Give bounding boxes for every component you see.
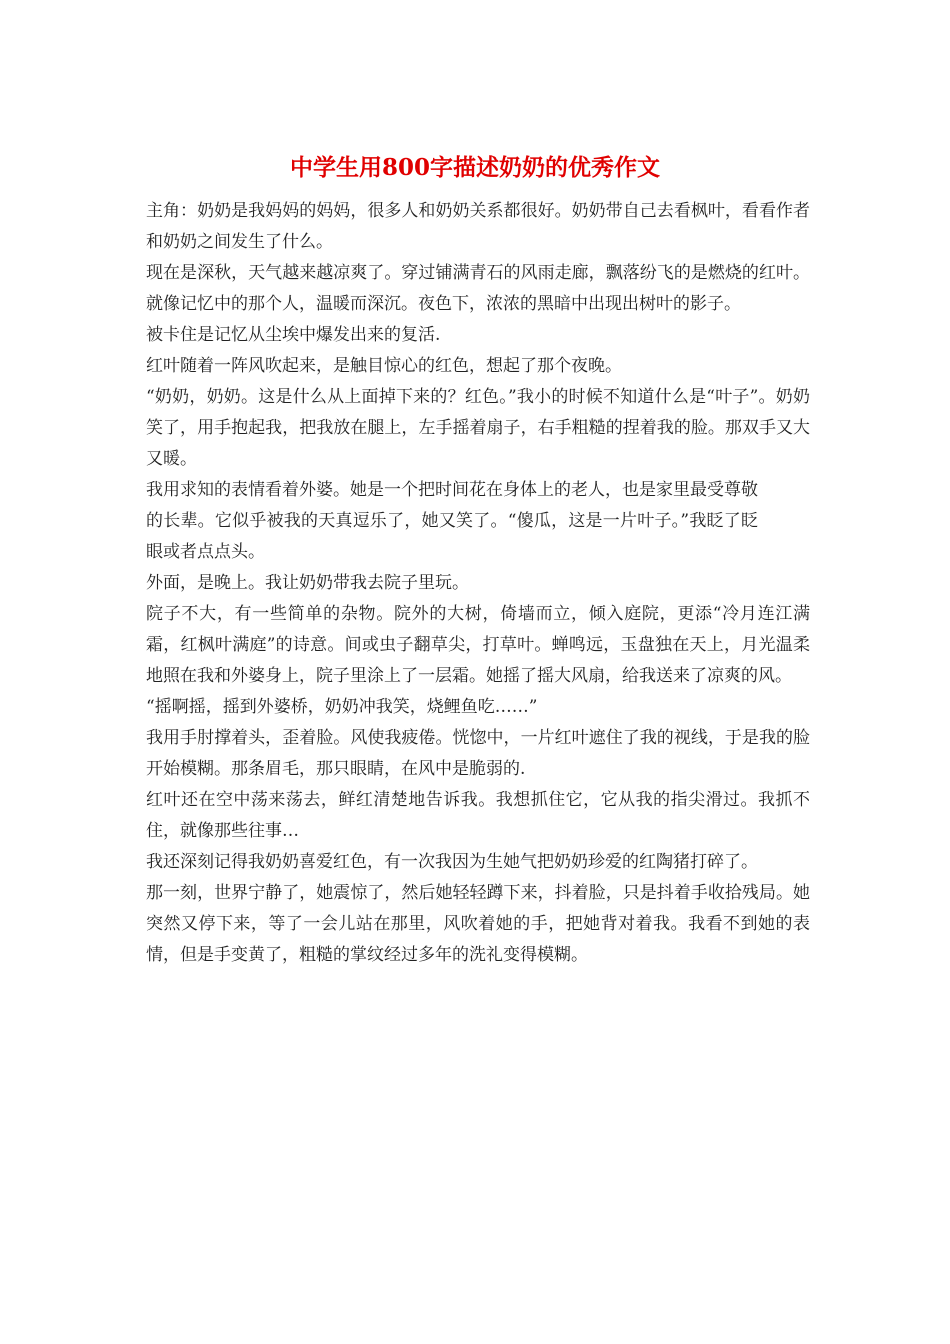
paragraph: “奶奶，奶奶。这是什么从上面掉下来的？红色。”我小的时候不知道什么是“叶子”。奶奶笑了，用手抱起我，把我放在腿上，左手摇着扇子，右手粗糙的捏着我的脸。那双手又大又暖。 [146, 387, 810, 469]
paragraph: 外面，是晚上。我让奶奶带我去院子里玩。 [146, 573, 469, 593]
paragraph: “摇啊摇，摇到外婆桥，奶奶冲我笑，烧鲤鱼吃……” [146, 697, 538, 717]
document-body [146, 196, 810, 971]
paragraph: 我用手肘撑着头，歪着脸。风使我疲倦。恍惚中，一片红叶遮住了我的视线，于是我的脸开始模糊。那条眉毛，那只眼睛，在风中是脆弱的. [146, 728, 810, 779]
paragraph: 我用求知的表情看着外婆。她是一个把时间花在身体上的老人，也是家里最受尊敬的长辈。它似乎被我的天真逗乐了，她又笑了。“傻瓜，这是一片叶子。”我眨了眨眼或者点点头。 [146, 480, 758, 562]
document-title: 中学生用800字描述奶奶的优秀作文 [289, 154, 660, 181]
paragraph: 红叶还在空中荡来荡去，鲜红清楚地告诉我。我想抓住它，它从我的指尖滑过。我抓不住，就像那些往事… [146, 790, 810, 841]
paragraph: 我还深刻记得我奶奶喜爱红色，有一次我因为生她气把奶奶珍爱的红陶猪打碎了。 [146, 852, 758, 872]
paragraph: 红叶随着一阵风吹起来，是触目惊心的红色，想起了那个夜晚。 [146, 356, 622, 376]
paragraph-intro: 主角：奶奶是我妈妈的妈妈，很多人和奶奶关系都很好。奶奶带自己去看枫叶，看看作者和奶奶之间发生了什么。 [146, 201, 810, 252]
paragraph: 被卡住是记忆从尘埃中爆发出来的复活. [146, 325, 441, 345]
paragraph: 院子不大，有一些简单的杂物。院外的大树，倚墙而立，倾入庭院，更添“冷月连江满霜，红枫叶满庭”的诗意。间或虫子翻草尖，打草叶。蝉鸣远，玉盘独在天上，月光温柔地照在我和外婆身上，院子里涂上了一层霜。她摇了摇大风扇，给我送来了凉爽的风。 [146, 604, 810, 686]
paragraph: 那一刻，世界宁静了，她震惊了，然后她轻轻蹲下来，抖着脸，只是抖着手收拾残局。她突然又停下来，等了一会儿站在那里，风吹着她的手，把她背对着我。我看不到她的表情，但是手变黄了，粗糙的掌纹经过多年的洗礼变得模糊。 [146, 883, 810, 965]
paragraph: 现在是深秋，天气越来越凉爽了。穿过铺满青石的风雨走廊，飘落纷飞的是燃烧的红叶。就像记忆中的那个人，温暖而深沉。夜色下，浓浓的黑暗中出现出树叶的影子。 [146, 263, 810, 314]
